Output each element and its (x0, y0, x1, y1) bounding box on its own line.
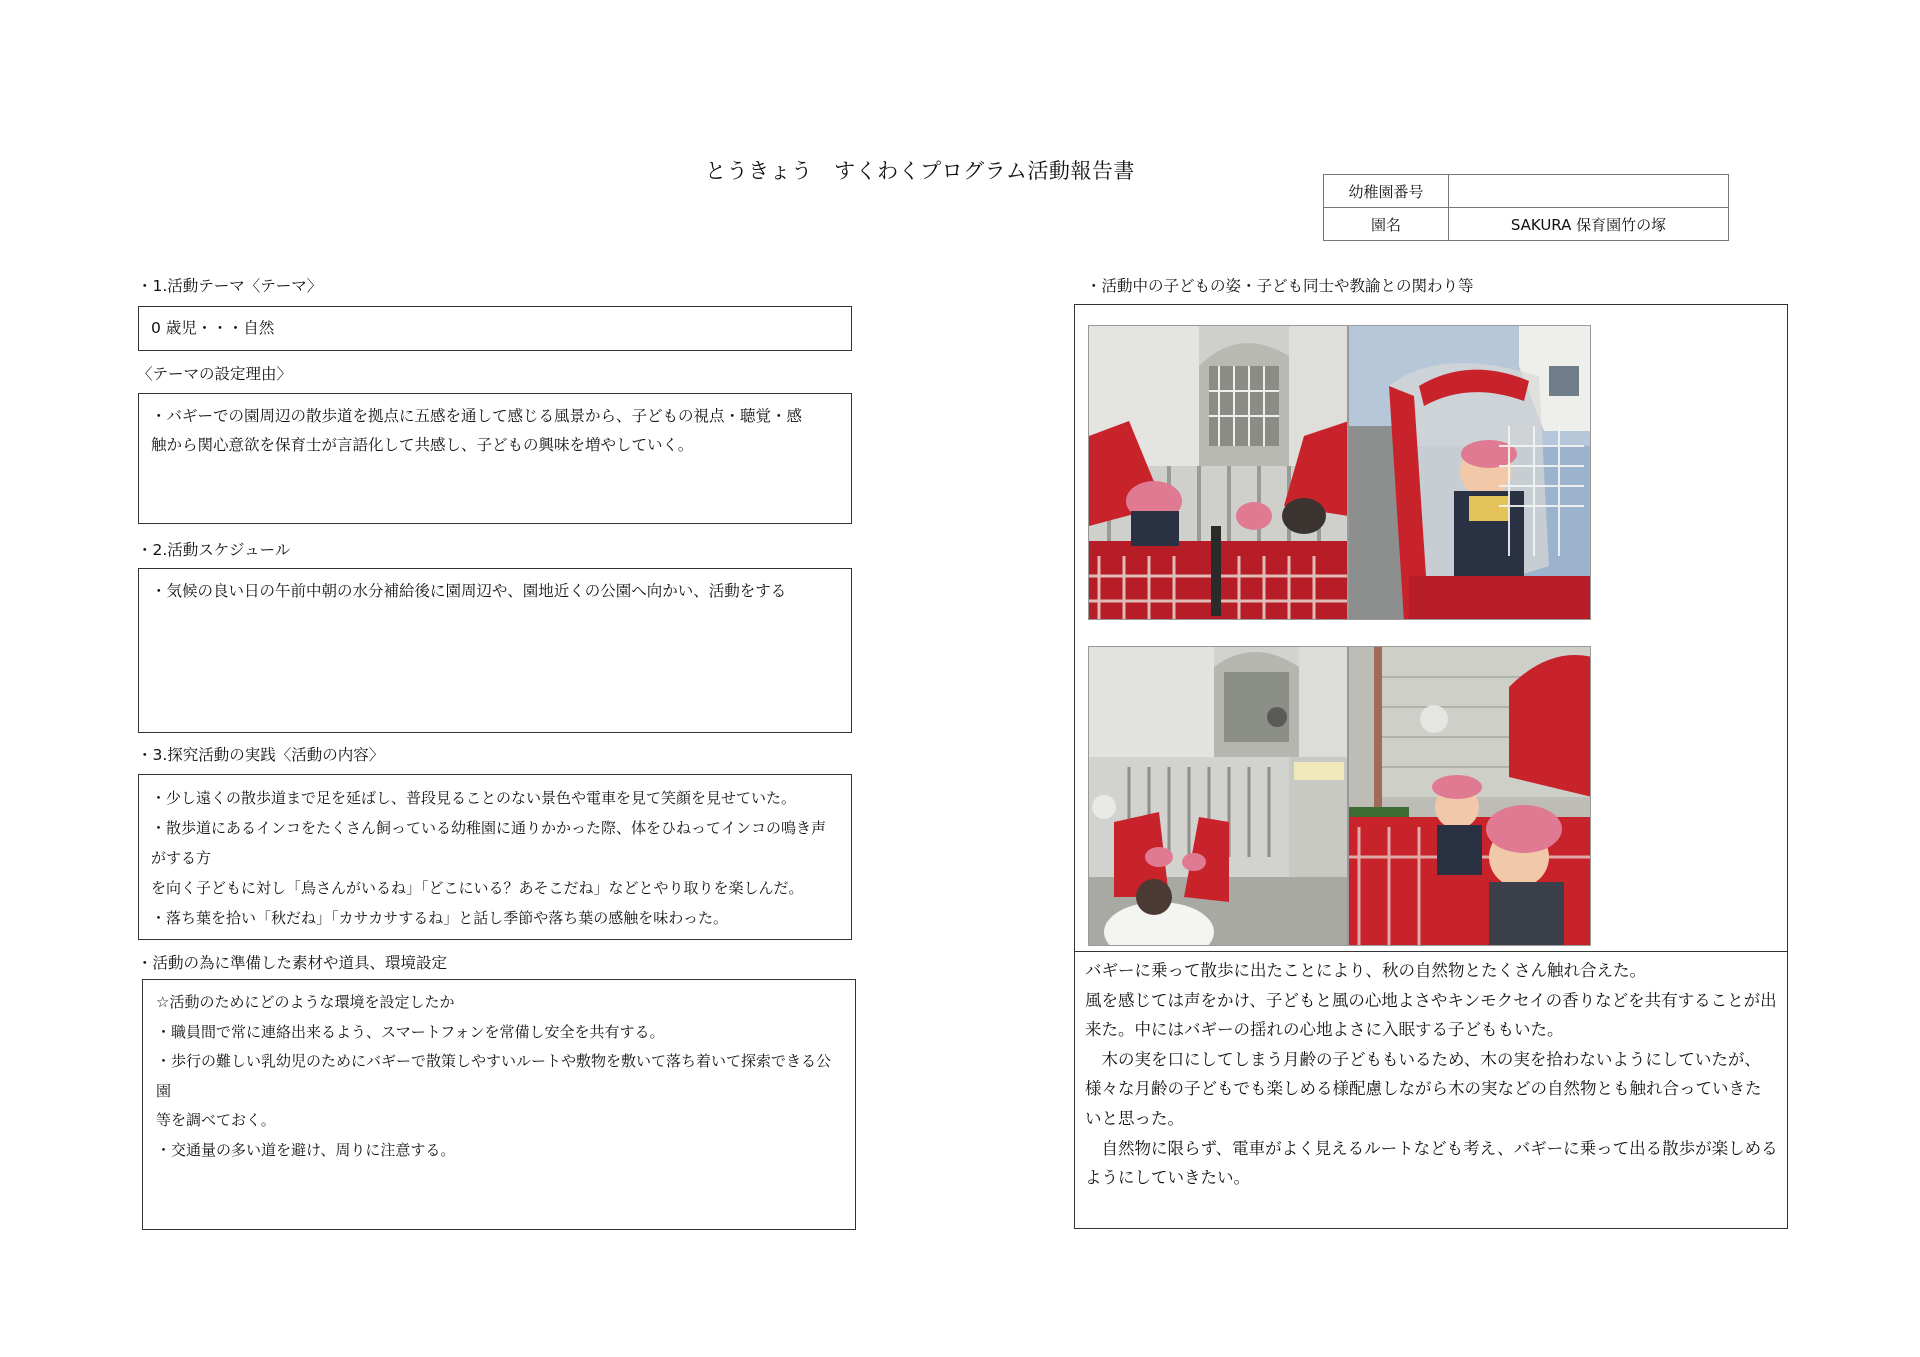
observation-heading: ・活動中の子どもの姿・子ども同士や教諭との関わり等 (1086, 277, 1474, 295)
narrative-line: 木の実を口にしてしまう月齢の子どももいるため、木の実を拾わないようにしていたが、 (1085, 1049, 1761, 1069)
practice-line: を向く子どもに対し「鳥さんがいるね」「どこにいる？あそこだね」などとやり取りを楽しんだ。 (151, 879, 804, 897)
materials-line: ・交通量の多い道を避け、周りに注意する。 (156, 1140, 456, 1159)
reason-line: 触から関心意欲を保育士が言語化して共感し、子どもの興味を増やしていく。 (151, 436, 694, 454)
photo-group-at-kindergarten (1088, 646, 1348, 946)
narrative-line: 風を感じては声をかけ、子どもと風の心地よさやキンモクセイの香りなどを共有することが出 (1085, 990, 1777, 1010)
materials-line: ・職員間で常に連絡出来るよう、スマートフォンを常備し安全を共有する。 (156, 1022, 665, 1041)
theme-value: 0 歳児・・・自然 (151, 319, 275, 337)
info-label: 幼稚園番号 (1324, 175, 1449, 208)
reason-heading: 〈テーマの設定理由〉 (137, 365, 293, 383)
photo-children-in-stroller-pink-hats (1348, 646, 1591, 946)
info-label: 園名 (1324, 208, 1449, 241)
practice-line: ・散歩道にあるインコをたくさん飼っている幼稚園に通りかかった際、体をひねってインコの鳴き声がする方 (151, 819, 827, 867)
schedule-line: ・気候の良い日の午前中朝の水分補給後に園周辺や、園地近くの公園へ向かい、活動をする (151, 582, 787, 600)
materials-heading: ・活動の為に準備した素材や道具、環境設定 (137, 954, 448, 972)
observation-narrative (1085, 956, 1780, 1193)
schedule-heading: ・2.活動スケジュール (137, 541, 291, 559)
materials-line: ☆活動のためにどのような環境を設定したか (156, 993, 455, 1011)
narrative-line: ようにしていきたい。 (1085, 1168, 1250, 1188)
materials-line: 等を調べておく。 (156, 1111, 276, 1129)
info-value (1449, 175, 1729, 208)
practice-line: ・落ち葉を拾い「秋だね」「カサカサするね」と話し季節や落ち葉の感触を味わった。 (151, 909, 729, 927)
practice-box (138, 774, 852, 940)
kindergarten-info-table (1323, 174, 1729, 241)
reason-line: ・バギーでの園周辺の散歩道を拠点に五感を通して感じる風景から、子どもの視点・聴覚・感 (151, 407, 803, 425)
practice-heading: ・3.探究活動の実践〈活動の内容〉 (137, 746, 385, 764)
practice-line: ・少し遠くの散歩道まで足を延ばし、普段見ることのない景色や電車を見て笑顔を見せていた。 (151, 789, 797, 807)
narrative-line: バギーに乗って散歩に出たことにより、秋の自然物とたくさん触れ合えた。 (1085, 961, 1646, 980)
narrative-line: 来た。中にはバギーの揺れの心地よさに入眠する子どももいた。 (1085, 1020, 1564, 1040)
narrative-line: 自然物に限らず、電車がよく見えるルートなども考え、バギーに乗って出る散歩が楽しめる (1085, 1138, 1778, 1158)
narrative-line: いと思った。 (1085, 1108, 1184, 1128)
theme-box (138, 306, 852, 351)
page-title: とうきょう すくわくプログラム活動報告書 (705, 159, 1135, 183)
narrative-line: 様々な月齢の子どもでも楽しめる様配慮しながら木の実などの自然物とも触れ合っていきた (1085, 1079, 1762, 1099)
info-row-name (1324, 208, 1729, 241)
photo-strollers-at-gate (1088, 325, 1348, 620)
info-value: SAKURA 保育園竹の塚 (1449, 208, 1729, 241)
materials-line: ・歩行の難しい乳幼児のためにバギーで散策しやすいルートや敷物を敷いて落ち着いて探索できる公園 (156, 1052, 832, 1100)
theme-heading: ・1.活動テーマ〈テーマ〉 (137, 277, 323, 295)
schedule-box (138, 568, 852, 733)
materials-box (142, 979, 856, 1230)
reason-box (138, 393, 852, 524)
info-row-number (1324, 175, 1729, 208)
observation-divider (1074, 951, 1788, 952)
photo-child-in-stroller (1348, 325, 1591, 620)
